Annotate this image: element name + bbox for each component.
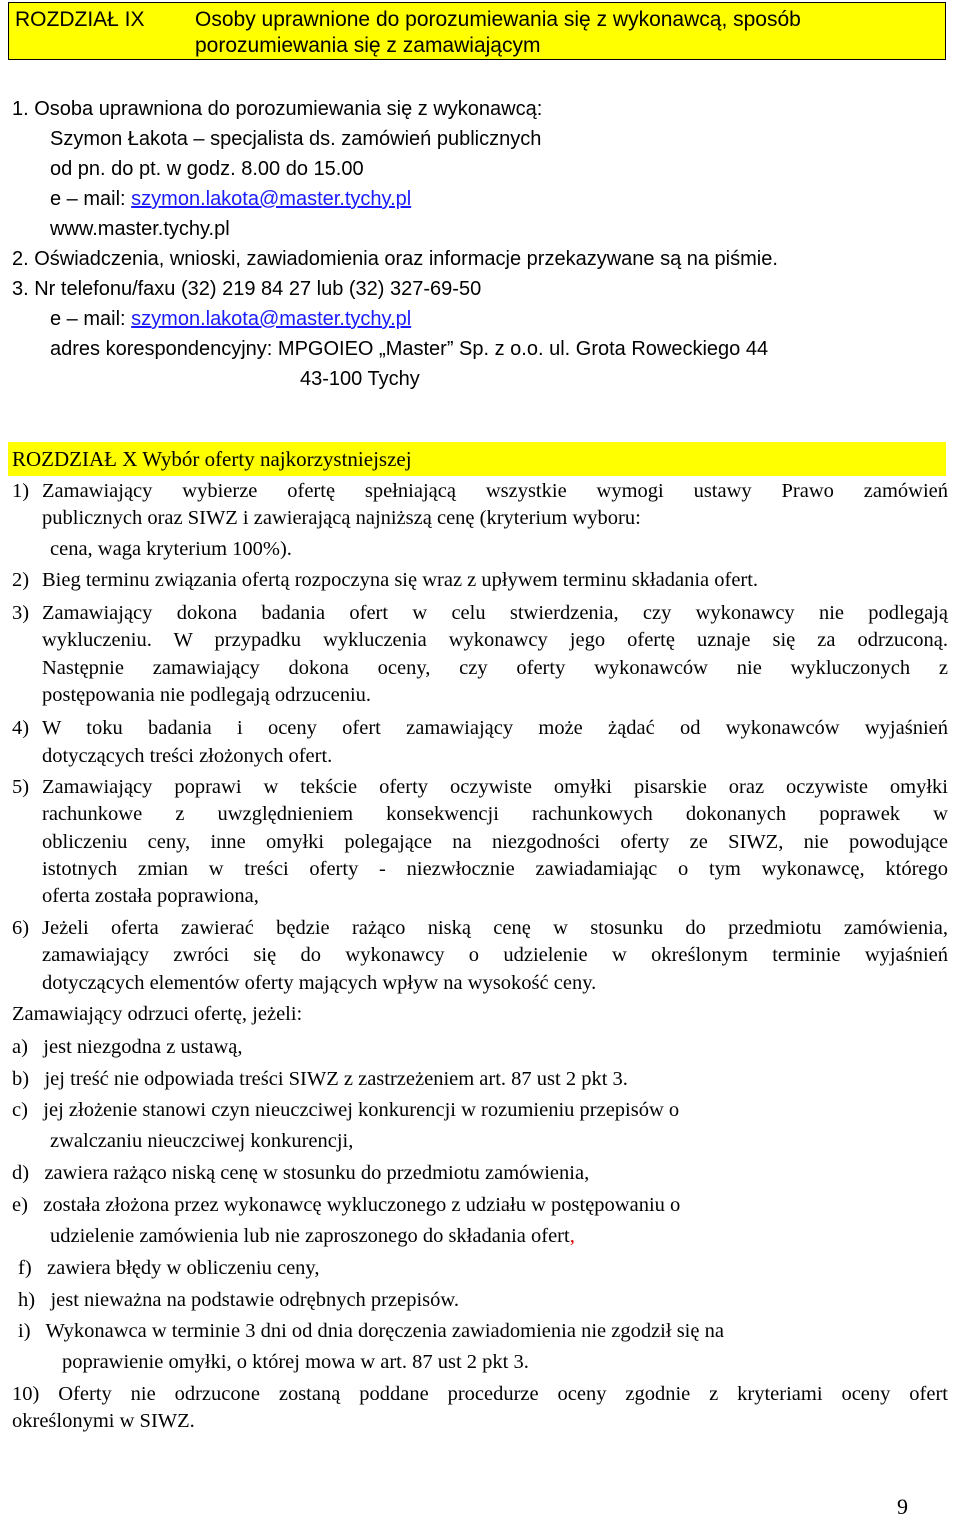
point-10-line: 10) Oferty nie odrzucone zostaną poddane procedurze oceny zgodnie z kryteriami oceny ofert: [12, 1383, 948, 1405]
section-10-title: ROZDZIAŁ X Wybór oferty najkorzystniejszej: [12, 447, 412, 471]
point-3-line: Następnie zamawiający dokona oceny, czy oferty wykonawców nie wykluczonych z: [42, 657, 948, 679]
point-3-line: postępowania nie podlegają odrzuceniu.: [42, 684, 372, 706]
point-6-number: 6): [12, 917, 30, 939]
point-1-line: Zamawiający wybierze ofertę spełniającą wszystkie wymogi ustawy Prawo zamówień: [42, 480, 948, 502]
point-3-line: Zamawiający dokona badania ofert w celu stwierdzenia, czy wykonawcy nie podlegają: [42, 602, 948, 624]
rejection-item-i-cont: poprawienie omyłki, o której mowa w art. 87 ust 2 pkt 3.: [62, 1351, 529, 1373]
section-9-header: [8, 2, 946, 60]
contact-hours: od pn. do pt. w godz. 8.00 do 15.00: [50, 158, 364, 180]
contact-email-line: [50, 184, 411, 214]
contact-item-2: 2. Oświadczenia, wnioski, zawiadomienia oraz informacje przekazywane są na piśmie.: [12, 248, 778, 270]
rejection-item-e-cont: [50, 1223, 575, 1250]
rejection-item-e: e) została złożona przez wykonawcę wykluczonego z udziału w postępowaniu o: [12, 1194, 681, 1216]
point-4-number: 4): [12, 717, 30, 739]
point-5-line: oferta została poprawiona,: [42, 885, 259, 907]
rejection-item-a: a) jest niezgodna z ustawą,: [12, 1036, 243, 1058]
point-1-line: publicznych oraz SIWZ i zawierającą najniższą cenę (kryterium wyboru:: [42, 507, 641, 529]
point-4-line: dotyczących treści złożonych ofert.: [42, 745, 333, 767]
point-10-line: określonymi w SIWZ.: [12, 1410, 195, 1432]
rejection-item-e-text: udzielenie zamówienia lub nie zaproszonego do składania ofert: [50, 1225, 570, 1247]
point-2-line: Bieg terminu związania ofertą rozpoczyna się wraz z upływem terminu składania ofert.: [42, 569, 759, 591]
website-text: www.master.tychy.pl: [50, 218, 230, 240]
rejection-item-b: b) jej treść nie odpowiada treści SIWZ z zastrzeżeniem art. 87 ust 2 pkt 3.: [12, 1068, 628, 1090]
rejection-item-i: i) Wykonawca w terminie 3 dni od dnia doręczenia zawiadomienia nie zgodził się na: [18, 1320, 724, 1342]
point-6-line: Jeżeli oferta zawierać będzie rażąco niską cenę w stosunku do przedmiotu zamówienia,: [42, 917, 948, 939]
point-5-line: istotnych zmian w treści oferty - niezwłocznie zawiadamiając o tym wykonawcę, którego: [42, 858, 948, 880]
section-9-number: ROZDZIAŁ IX: [15, 8, 145, 31]
contact-person: Szymon Łakota – specjalista ds. zamówień publicznych: [50, 128, 542, 150]
email-link-2[interactable]: szymon.lakota@master.tychy.pl: [131, 308, 412, 330]
section-9-title: Osoby uprawnione do porozumiewania się z wykonawcą, sposób porozumiewania się z zamawiającym: [195, 8, 801, 57]
email-label: e – mail:: [50, 188, 132, 210]
red-comma: ,: [569, 1225, 575, 1247]
email-label-2: e – mail:: [50, 308, 132, 330]
point-1-line: cena, waga kryterium 100%).: [50, 538, 292, 560]
point-3-number: 3): [12, 602, 30, 624]
point-1-number: 1): [12, 480, 30, 502]
section-10-header: [8, 442, 946, 476]
rejection-item-f: f) zawiera błędy w obliczeniu ceny,: [18, 1257, 320, 1279]
contact-item-1: 1. Osoba uprawniona do porozumiewania się z wykonawcą:: [12, 98, 543, 120]
point-5-line: rachunkowe z uwzględnieniem konsekwencji rachunkowych dokonanych poprawek w: [42, 803, 948, 825]
point-6-line: zamawiający zwróci się do wykonawcy o udzielenie w określonym terminie wyjaśnień: [42, 944, 948, 966]
point-6-line: dotyczących elementów oferty mających wpływ na wysokość ceny.: [42, 972, 597, 994]
rejection-item-c: c) jej złożenie stanowi czyn nieuczciwej konkurencji w rozumieniu przepisów o: [12, 1099, 680, 1121]
point-2-number: 2): [12, 569, 30, 591]
contact-city: 43-100 Tychy: [300, 368, 420, 390]
contact-email-line-2: [50, 304, 411, 334]
rejection-intro: Zamawiający odrzuci ofertę, jeżeli:: [12, 1003, 303, 1025]
point-3-line: wykluczeniu. W przypadku wykluczenia wykonawcy jego ofertę uznaje się za odrzuconą.: [42, 629, 948, 651]
email-link[interactable]: szymon.lakota@master.tychy.pl: [131, 188, 412, 210]
rejection-item-d: d) zawiera rażąco niską cenę w stosunku do przedmiotu zamówienia,: [12, 1162, 590, 1184]
contact-item-3: 3. Nr telefonu/faxu (32) 219 84 27 lub (32) 327-69-50: [12, 278, 482, 300]
page-number: 9: [897, 1494, 908, 1519]
rejection-item-c-cont: zwalczaniu nieuczciwej konkurencji,: [50, 1130, 354, 1152]
point-5-number: 5): [12, 776, 30, 798]
rejection-item-h: h) jest nieważna na podstawie odrębnych przepisów.: [18, 1289, 459, 1311]
contact-address: adres korespondencyjny: MPGOIEO „Master” Sp. z o.o. ul. Grota Roweckiego 44: [50, 338, 769, 360]
point-5-line: Zamawiający poprawi w tekście oferty oczywiste omyłki pisarskie oraz oczywiste omyłki: [42, 776, 948, 798]
point-4-line: W toku badania i oceny ofert zamawiający może żądać od wykonawców wyjaśnień: [42, 717, 948, 739]
point-5-line: obliczeniu ceny, inne omyłki polegające na niezgodności oferty ze SIWZ, nie powodujące: [42, 831, 948, 853]
